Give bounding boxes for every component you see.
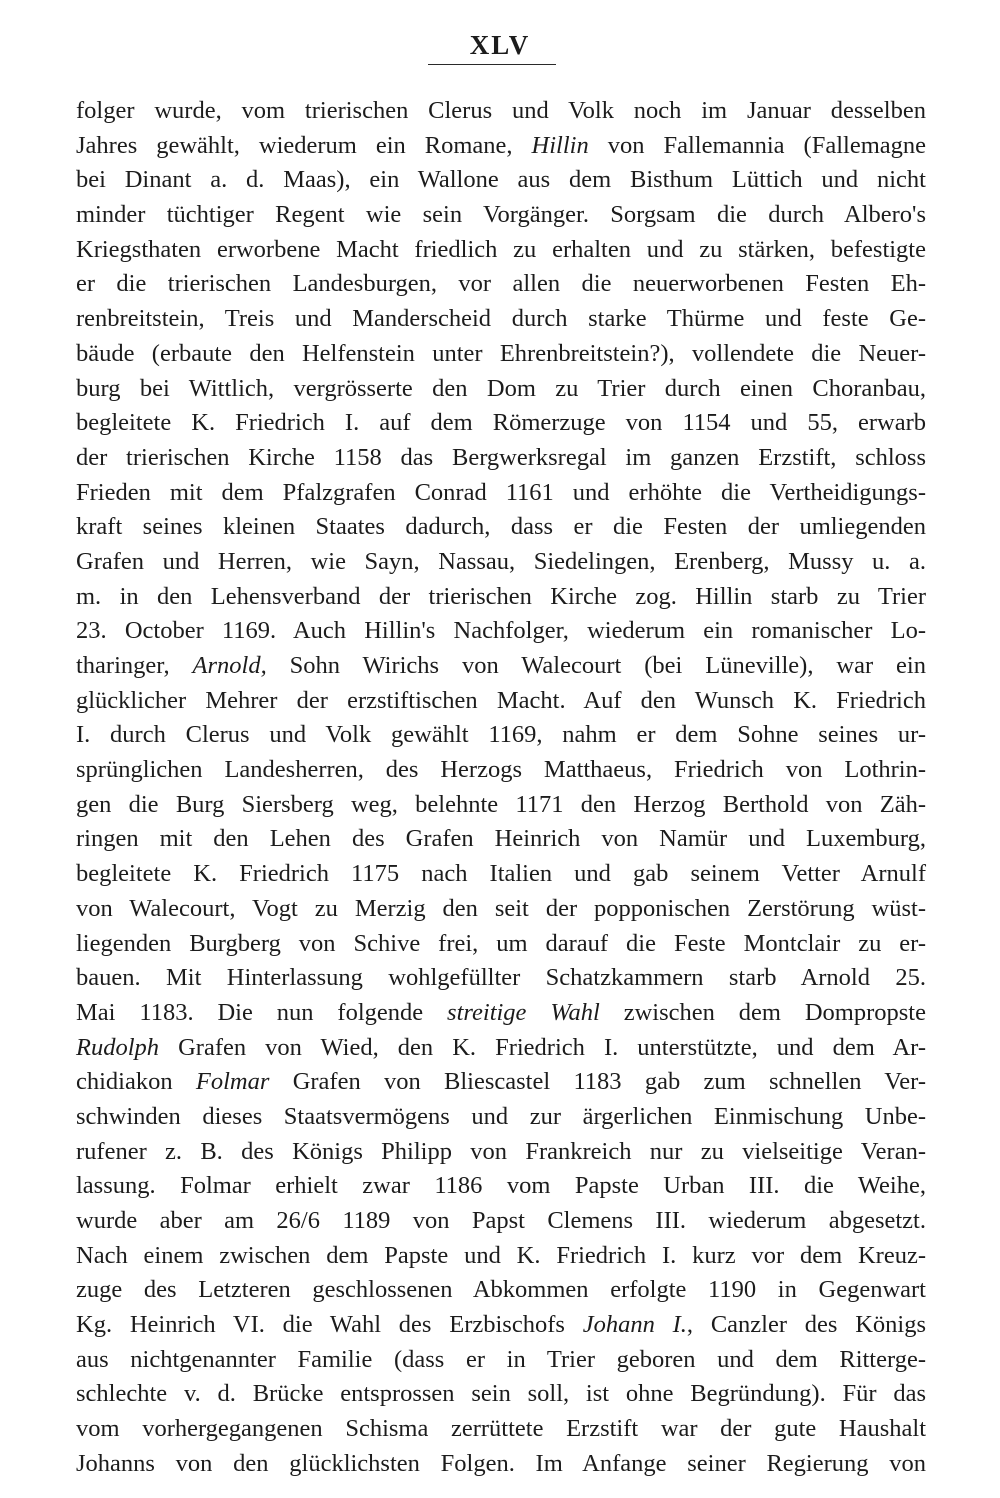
text-segment: m. in den Lehensverband der trierischen Kirche zog. Hillin starb zu Trier [76, 582, 926, 610]
text-segment: Grafen und Herren, wie Sayn, Nassau, Siedelingen, Erenberg, Mussy u. a. [76, 547, 926, 575]
text-segment: chidiakon [76, 1068, 196, 1096]
text-segment: Johanns von den glücklichsten Folgen. Im Anfange seiner Regierung von [76, 1449, 926, 1477]
text-line [76, 927, 926, 962]
italic-name: Johann I. [582, 1311, 687, 1339]
text-segment: schwinden dieses Staatsvermögens und zur ärgerlichen Einmischung Unbe- [76, 1102, 926, 1130]
text-segment: , Canzler des Königs [686, 1311, 927, 1339]
text-segment: folger wurde, vom trierischen Clerus und Volk noch im Januar desselben [76, 97, 926, 124]
text-line [76, 129, 926, 164]
text-line [76, 614, 926, 649]
text-line [76, 857, 926, 892]
text-segment: zuge des Letzteren geschlossenen Abkommen erfolgte 1190 in Gegenwart [76, 1276, 926, 1304]
text-segment: Kg. Heinrich VI. die Wahl des Erzbischofs [76, 1311, 583, 1339]
text-line [76, 441, 926, 476]
text-line [76, 302, 926, 337]
text-segment: minder tüchtiger Regent wie sein Vorgänger. Sorgsam die durch Albero's [76, 201, 926, 229]
text-line [76, 1204, 926, 1239]
text-segment: kraft seines kleinen Staates dadurch, dass er die Festen der umliegenden [76, 513, 926, 541]
text-segment: aus nichtgenannter Familie (dass er in Trier geboren und dem Ritterge- [76, 1345, 926, 1373]
text-segment: zwischen dem Dompropste [599, 998, 926, 1026]
text-line [76, 163, 926, 198]
text-line [76, 1135, 926, 1170]
text-segment: von Walecourt, Vogt zu Merzig den seit der popponischen Zerstörung wüst- [76, 894, 926, 922]
text-segment: bäude (erbaute den Helfenstein unter Ehrenbreitstein?), vollendete die Neuer- [76, 339, 926, 367]
page-number: XLV [469, 30, 531, 60]
text-segment: ringen mit den Lehen des Grafen Heinrich von Namür und Luxemburg, [76, 825, 926, 853]
italic-name: Arnold, [192, 652, 267, 679]
text-segment: tharinger, [76, 652, 193, 679]
body-text [76, 94, 926, 1482]
text-line [76, 996, 926, 1031]
text-segment: gen die Burg Siersberg weg, belehnte 1171 den Herzog Berthold von Zäh- [76, 790, 926, 818]
text-segment: liegenden Burgberg von Schive frei, um darauf die Feste Montclair zu er- [76, 929, 926, 957]
text-line [76, 1447, 926, 1482]
text-segment: Mai 1183. Die nun folgende [76, 998, 448, 1026]
text-line [76, 198, 926, 233]
text-segment: Nach einem zwischen dem Papste und K. Friedrich I. kurz vor dem Kreuz- [76, 1241, 926, 1269]
italic-name: Folmar [195, 1068, 270, 1096]
text-segment: schlechte v. d. Brücke entsprossen sein soll, ist ohne Begründung). Für das [76, 1380, 926, 1408]
text-line [76, 684, 926, 719]
text-segment: Kriegsthaten erworbene Macht friedlich zu erhalten und zu stärken, befestigte [76, 235, 926, 263]
text-line [76, 1377, 926, 1412]
text-line [76, 753, 926, 788]
text-segment: Grafen von Wied, den K. Friedrich I. unterstützte, und dem Ar- [159, 1033, 926, 1061]
text-segment: sprünglichen Landesherren, des Herzogs Matthaeus, Friedrich von Lothrin- [76, 756, 926, 784]
text-segment: bei Dinant a. d. Maas), ein Wallone aus dem Bisthum Lüttich und nicht [76, 166, 926, 194]
text-line [76, 718, 926, 753]
text-segment: begleitete K. Friedrich 1175 nach Italien und gab seinem Vetter Arnulf [76, 860, 926, 888]
text-segment: burg bei Wittlich, vergrösserte den Dom zu Trier durch einen Choranbau, [76, 374, 926, 402]
text-line [76, 892, 926, 927]
text-line [76, 649, 926, 684]
text-segment: rufener z. B. des Königs Philipp von Frankreich nur zu vielseitige Veran- [76, 1137, 926, 1165]
text-line [76, 1031, 926, 1066]
text-line [76, 510, 926, 545]
text-line [76, 822, 926, 857]
text-segment: von Fallemannia (Fallemagne [588, 131, 926, 159]
text-segment: Sohn Wirichs von Walecourt (bei Lüneville), war ein [266, 652, 926, 679]
text-line [76, 267, 926, 302]
text-segment: 23. October 1169. Auch Hillin's Nachfolger, wiederum ein romanischer Lo- [76, 617, 926, 645]
text-line [76, 961, 926, 996]
text-line [76, 1308, 926, 1343]
text-line [76, 1412, 926, 1447]
text-line [76, 476, 926, 511]
text-line [76, 1169, 926, 1204]
text-line [76, 233, 926, 268]
text-segment: Grafen von Bliescastel 1183 gab zum schnellen Ver- [269, 1068, 926, 1096]
text-segment: Jahres gewählt, wiederum ein Romane, [76, 131, 532, 159]
text-line [76, 545, 926, 580]
text-line [76, 1343, 926, 1378]
text-segment: er die trierischen Landesburgen, vor allen die neuerworbenen Festen Eh- [76, 270, 926, 298]
text-line [76, 1100, 926, 1135]
text-segment: bauen. Mit Hinterlassung wohlgefüllter Schatzkammern starb Arnold 25. [76, 964, 926, 992]
italic-name: Rudolph [76, 1033, 160, 1061]
text-segment: Frieden mit dem Pfalzgrafen Conrad 1161 und erhöhte die Vertheidigungs- [76, 478, 926, 506]
text-segment: begleitete K. Friedrich I. auf dem Römerzuge von 1154 und 55, erwarb [76, 409, 926, 437]
text-line [76, 372, 926, 407]
italic-name: Hillin [531, 131, 589, 159]
text-segment: glücklicher Mehrer der erzstiftischen Macht. Auf den Wunsch K. Friedrich [76, 686, 926, 714]
text-line [76, 1065, 926, 1100]
text-segment: I. durch Clerus und Volk gewählt 1169, nahm er dem Sohne seines ur- [76, 721, 926, 749]
italic-name: streitige Wahl [447, 998, 600, 1026]
text-segment: wurde aber am 26/6 1189 von Papst Clemens III. wiederum abgesetzt. [76, 1207, 926, 1234]
text-line [76, 788, 926, 823]
text-line [76, 1273, 926, 1308]
text-line [76, 1239, 926, 1274]
header-rule [428, 64, 556, 65]
text-line [76, 337, 926, 372]
text-segment: renbreitstein, Treis und Manderscheid durch starke Thürme und feste Ge- [76, 305, 926, 333]
text-segment: lassung. Folmar erhielt zwar 1186 vom Papste Urban III. die Weihe, [76, 1172, 926, 1200]
page-header [0, 30, 1000, 66]
text-line [76, 94, 926, 129]
text-line [76, 580, 926, 615]
text-line [76, 406, 926, 441]
text-segment: vom vorhergegangenen Schisma zerrüttete Erzstift war der gute Haushalt [76, 1415, 926, 1443]
text-segment: der trierischen Kirche 1158 das Bergwerksregal im ganzen Erzstift, schloss [76, 443, 926, 471]
